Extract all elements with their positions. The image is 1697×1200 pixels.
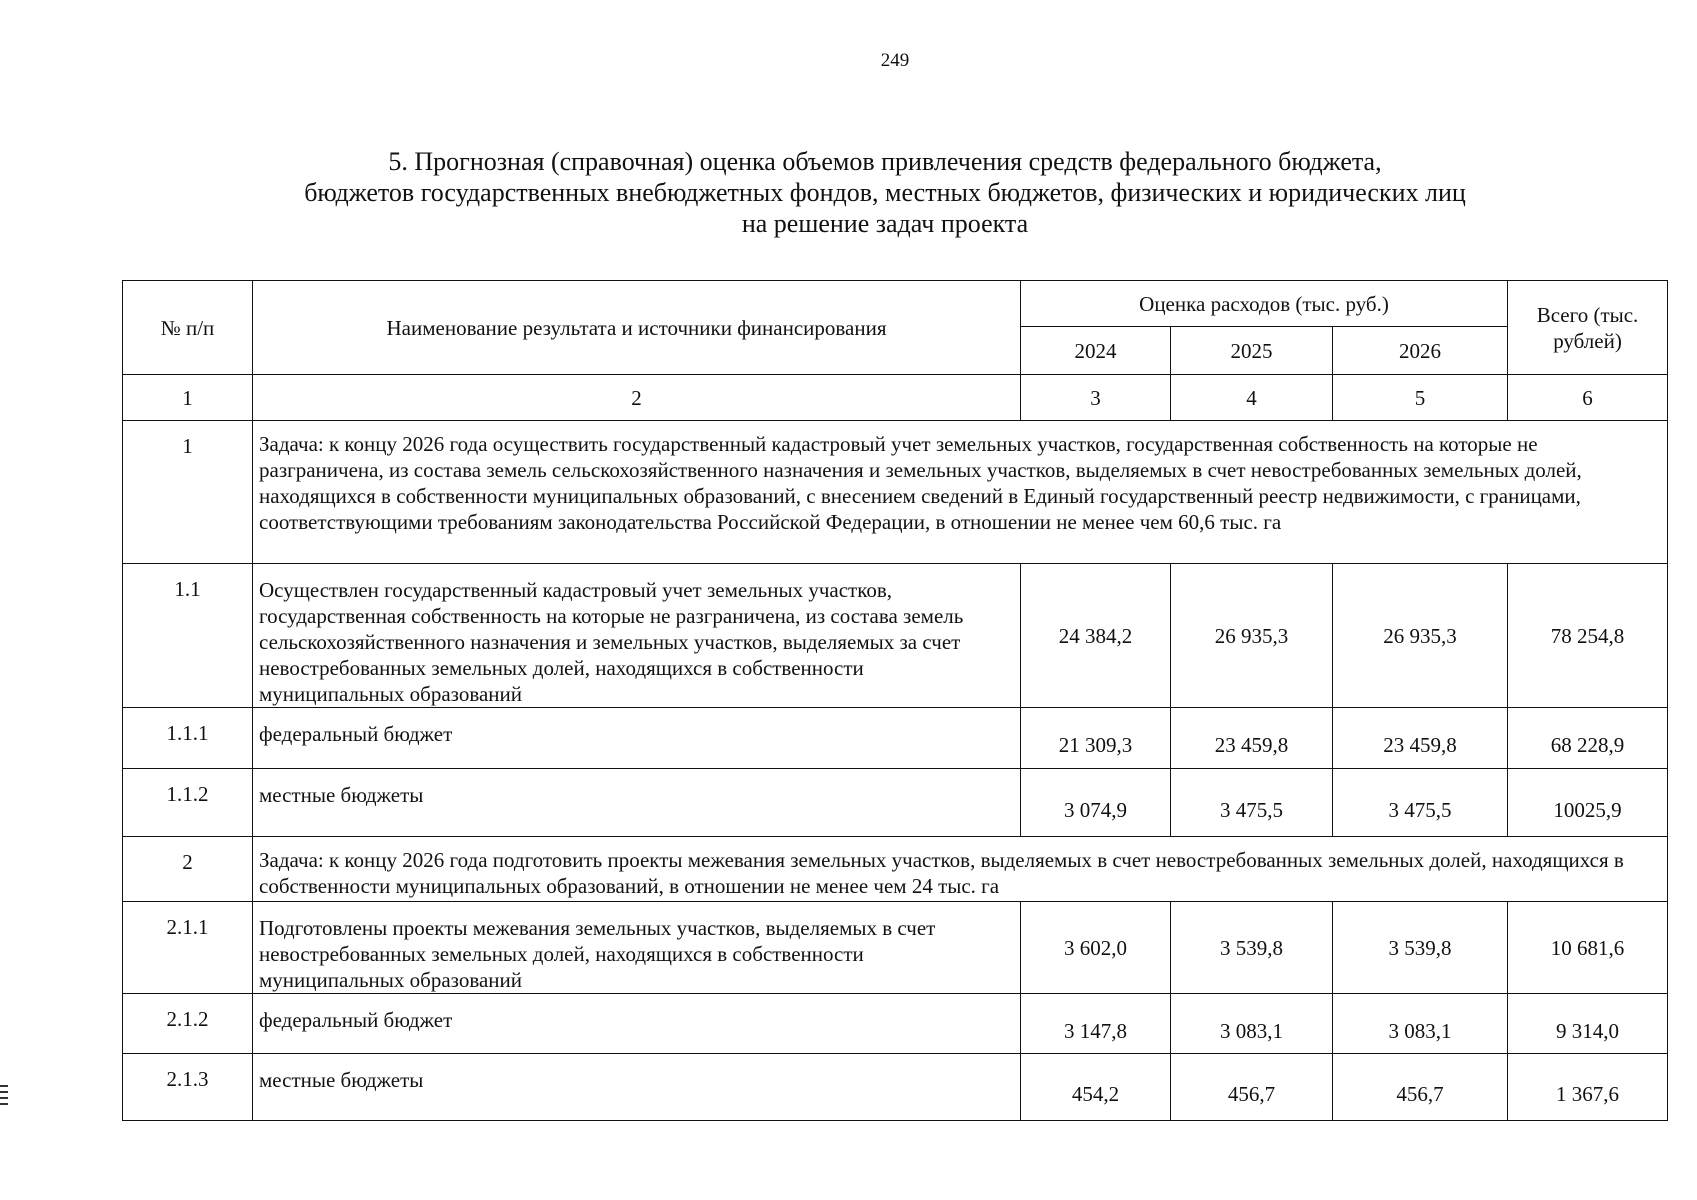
header-year-2024: 2024 xyxy=(1021,327,1171,375)
value-2025: 3 539,8 xyxy=(1171,902,1333,994)
value-2026: 3 475,5 xyxy=(1333,769,1508,837)
table-row xyxy=(123,1054,1668,1121)
col-number: 6 xyxy=(1508,375,1668,421)
column-number-row xyxy=(123,375,1668,421)
value-2024: 24 384,2 xyxy=(1021,564,1171,708)
col-number: 2 xyxy=(253,375,1021,421)
value-2026: 26 935,3 xyxy=(1333,564,1508,708)
row-name: Осуществлен государственный кадастровый учет земельных участков, государственная собственность на которые не разграничена, из состава земель сельскохозяйственного назначения и земельных участков, выделяемых за счет невостребованных земельных долей, находящихся в собственности муниципальных образований xyxy=(253,564,1021,708)
funding-table xyxy=(122,280,1668,1121)
row-num: 2.1.2 xyxy=(123,994,253,1054)
row-num: 1 xyxy=(123,421,253,564)
value-2025: 456,7 xyxy=(1171,1054,1333,1121)
value-2026: 23 459,8 xyxy=(1333,708,1508,769)
value-total: 10 681,6 xyxy=(1508,902,1668,994)
scan-mark xyxy=(0,1097,8,1099)
value-2024: 21 309,3 xyxy=(1021,708,1171,769)
header-year-2025: 2025 xyxy=(1171,327,1333,375)
task-row xyxy=(123,421,1668,564)
row-num: 1.1 xyxy=(123,564,253,708)
scan-mark xyxy=(0,1091,8,1093)
title-line-1: 5. Прогнозная (справочная) оценка объемов привлечения средств федерального бюджета, xyxy=(388,147,1382,176)
task-text: Задача: к концу 2026 года подготовить проекты межевания земельных участков, выделяемых в счет невостребованных земельных долей, находящихся в собственности муниципальных образований, в отношении не менее чем 24 тыс. га xyxy=(253,837,1668,902)
value-total: 9 314,0 xyxy=(1508,994,1668,1054)
value-total: 68 228,9 xyxy=(1508,708,1668,769)
scan-mark xyxy=(0,1103,8,1105)
row-name: федеральный бюджет xyxy=(253,994,1021,1054)
value-2025: 23 459,8 xyxy=(1171,708,1333,769)
header-total: Всего (тыс. рублей) xyxy=(1508,281,1668,375)
document-title xyxy=(230,146,1540,239)
value-2024: 454,2 xyxy=(1021,1054,1171,1121)
row-num: 2.1.3 xyxy=(123,1054,253,1121)
header-row-1 xyxy=(123,281,1668,327)
table-row xyxy=(123,902,1668,994)
col-number: 4 xyxy=(1171,375,1333,421)
value-2026: 3 539,8 xyxy=(1333,902,1508,994)
header-num: № п/п xyxy=(123,281,253,375)
row-num: 2 xyxy=(123,837,253,902)
row-name: местные бюджеты xyxy=(253,769,1021,837)
col-number: 5 xyxy=(1333,375,1508,421)
table-row xyxy=(123,994,1668,1054)
row-num: 1.1.2 xyxy=(123,769,253,837)
title-line-3: на решение задач проекта xyxy=(741,209,1029,238)
col-number: 1 xyxy=(123,375,253,421)
page-number: 249 xyxy=(880,50,910,71)
header-estimate: Оценка расходов (тыс. руб.) xyxy=(1021,281,1508,327)
table-row xyxy=(123,708,1668,769)
title-line-2: бюджетов государственных внебюджетных фондов, местных бюджетов, физических и юридических лиц xyxy=(304,178,1466,207)
task-row xyxy=(123,837,1668,902)
table-row xyxy=(123,769,1668,837)
value-2025: 3 475,5 xyxy=(1171,769,1333,837)
value-2024: 3 147,8 xyxy=(1021,994,1171,1054)
value-2026: 3 083,1 xyxy=(1333,994,1508,1054)
row-name: Подготовлены проекты межевания земельных участков, выделяемых в счет невостребованных земельных долей, находящихся в собственности муниципальных образований xyxy=(253,902,1021,994)
row-name: местные бюджеты xyxy=(253,1054,1021,1121)
row-name: федеральный бюджет xyxy=(253,708,1021,769)
value-2025: 3 083,1 xyxy=(1171,994,1333,1054)
scan-mark xyxy=(0,1085,8,1087)
value-2024: 3 602,0 xyxy=(1021,902,1171,994)
value-total: 78 254,8 xyxy=(1508,564,1668,708)
task-text: Задача: к концу 2026 года осуществить государственный кадастровый учет земельных участков, государственная собственность на которые не разграничена, из состава земель сельскохозяйственного назначения и земельных участков, выделяемых в счет невостребованных земельных долей, находящихся в собственности муниципальных образований, с внесением сведений в Единый государственный реестр недвижимости, с границами, соответствующими требованиям законодательства Российской Федерации, в отношении не менее чем 60,6 тыс. га xyxy=(253,421,1668,564)
value-2024: 3 074,9 xyxy=(1021,769,1171,837)
value-total: 1 367,6 xyxy=(1508,1054,1668,1121)
col-number: 3 xyxy=(1021,375,1171,421)
value-2025: 26 935,3 xyxy=(1171,564,1333,708)
value-total: 10025,9 xyxy=(1508,769,1668,837)
header-name: Наименование результата и источники финансирования xyxy=(253,281,1021,375)
header-year-2026: 2026 xyxy=(1333,327,1508,375)
row-num: 2.1.1 xyxy=(123,902,253,994)
row-num: 1.1.1 xyxy=(123,708,253,769)
value-2026: 456,7 xyxy=(1333,1054,1508,1121)
scan-edge-marks xyxy=(0,1085,8,1185)
table-row xyxy=(123,564,1668,708)
